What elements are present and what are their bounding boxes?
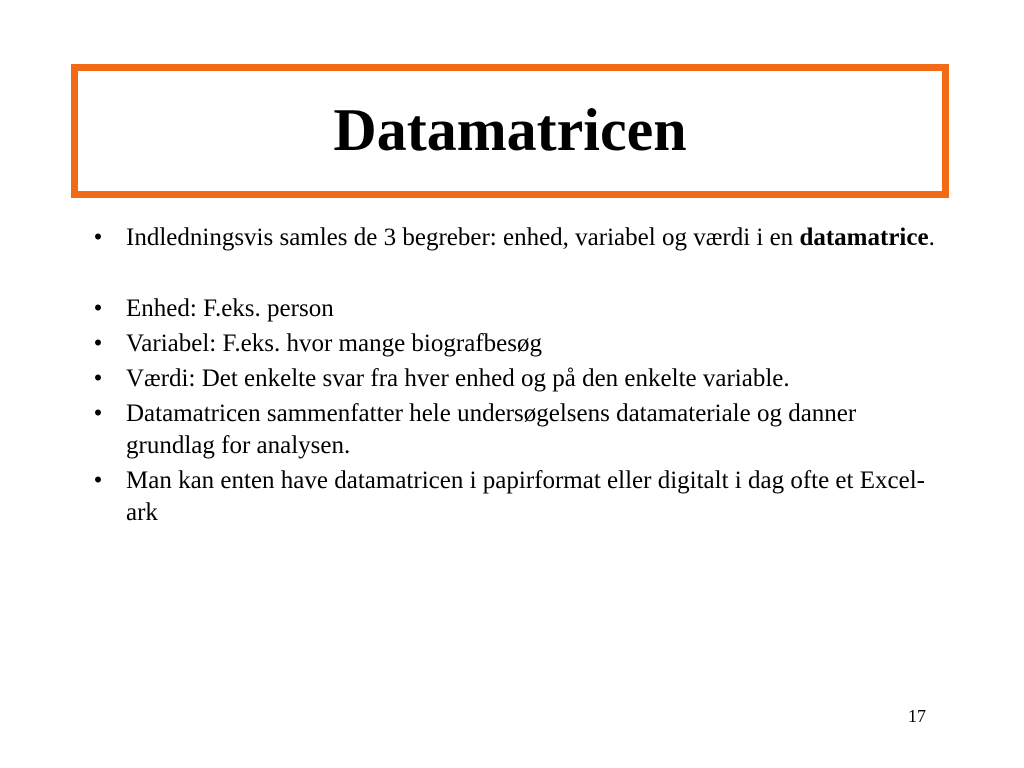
slide-title: Datamatricen	[333, 97, 687, 163]
bullet-text	[126, 224, 935, 251]
bullet-icon: •	[93, 365, 103, 392]
bullet-icon: •	[93, 224, 103, 251]
bullet-text-end: .	[928, 224, 935, 251]
bullet-item	[88, 465, 948, 529]
bullet-text: Datamatricen sammenfatter hele undersøgelsens datamateriale og danner grundlag for analysen.	[126, 400, 857, 459]
bullet-text-bold: datamatrice	[799, 224, 929, 251]
bullet-text: Variabel: F.eks. hvor mange biografbesøg	[126, 330, 542, 357]
bullet-item	[88, 222, 948, 254]
bullet-text: Man kan enten have datamatricen i papirformat eller digitalt i dag ofte et Excel-ark	[126, 467, 925, 526]
page-number: 17	[908, 706, 926, 726]
bullet-icon: •	[93, 400, 103, 427]
bullet-list	[88, 222, 948, 532]
bullet-icon: •	[93, 467, 103, 494]
bullet-text-lead: Indledningsvis samles de 3 begreber: enhed, variabel og værdi i en	[126, 224, 800, 251]
title-box	[71, 64, 949, 198]
bullet-text: Værdi: Det enkelte svar fra hver enhed og på den enkelte variable.	[126, 365, 790, 392]
bullet-item	[88, 398, 948, 462]
bullet-icon: •	[93, 330, 103, 357]
bullet-text: Enhed: F.eks. person	[126, 295, 334, 322]
bullet-item	[88, 363, 948, 395]
bullet-icon: •	[93, 295, 103, 322]
bullet-item	[88, 293, 948, 325]
bullet-item	[88, 328, 948, 360]
